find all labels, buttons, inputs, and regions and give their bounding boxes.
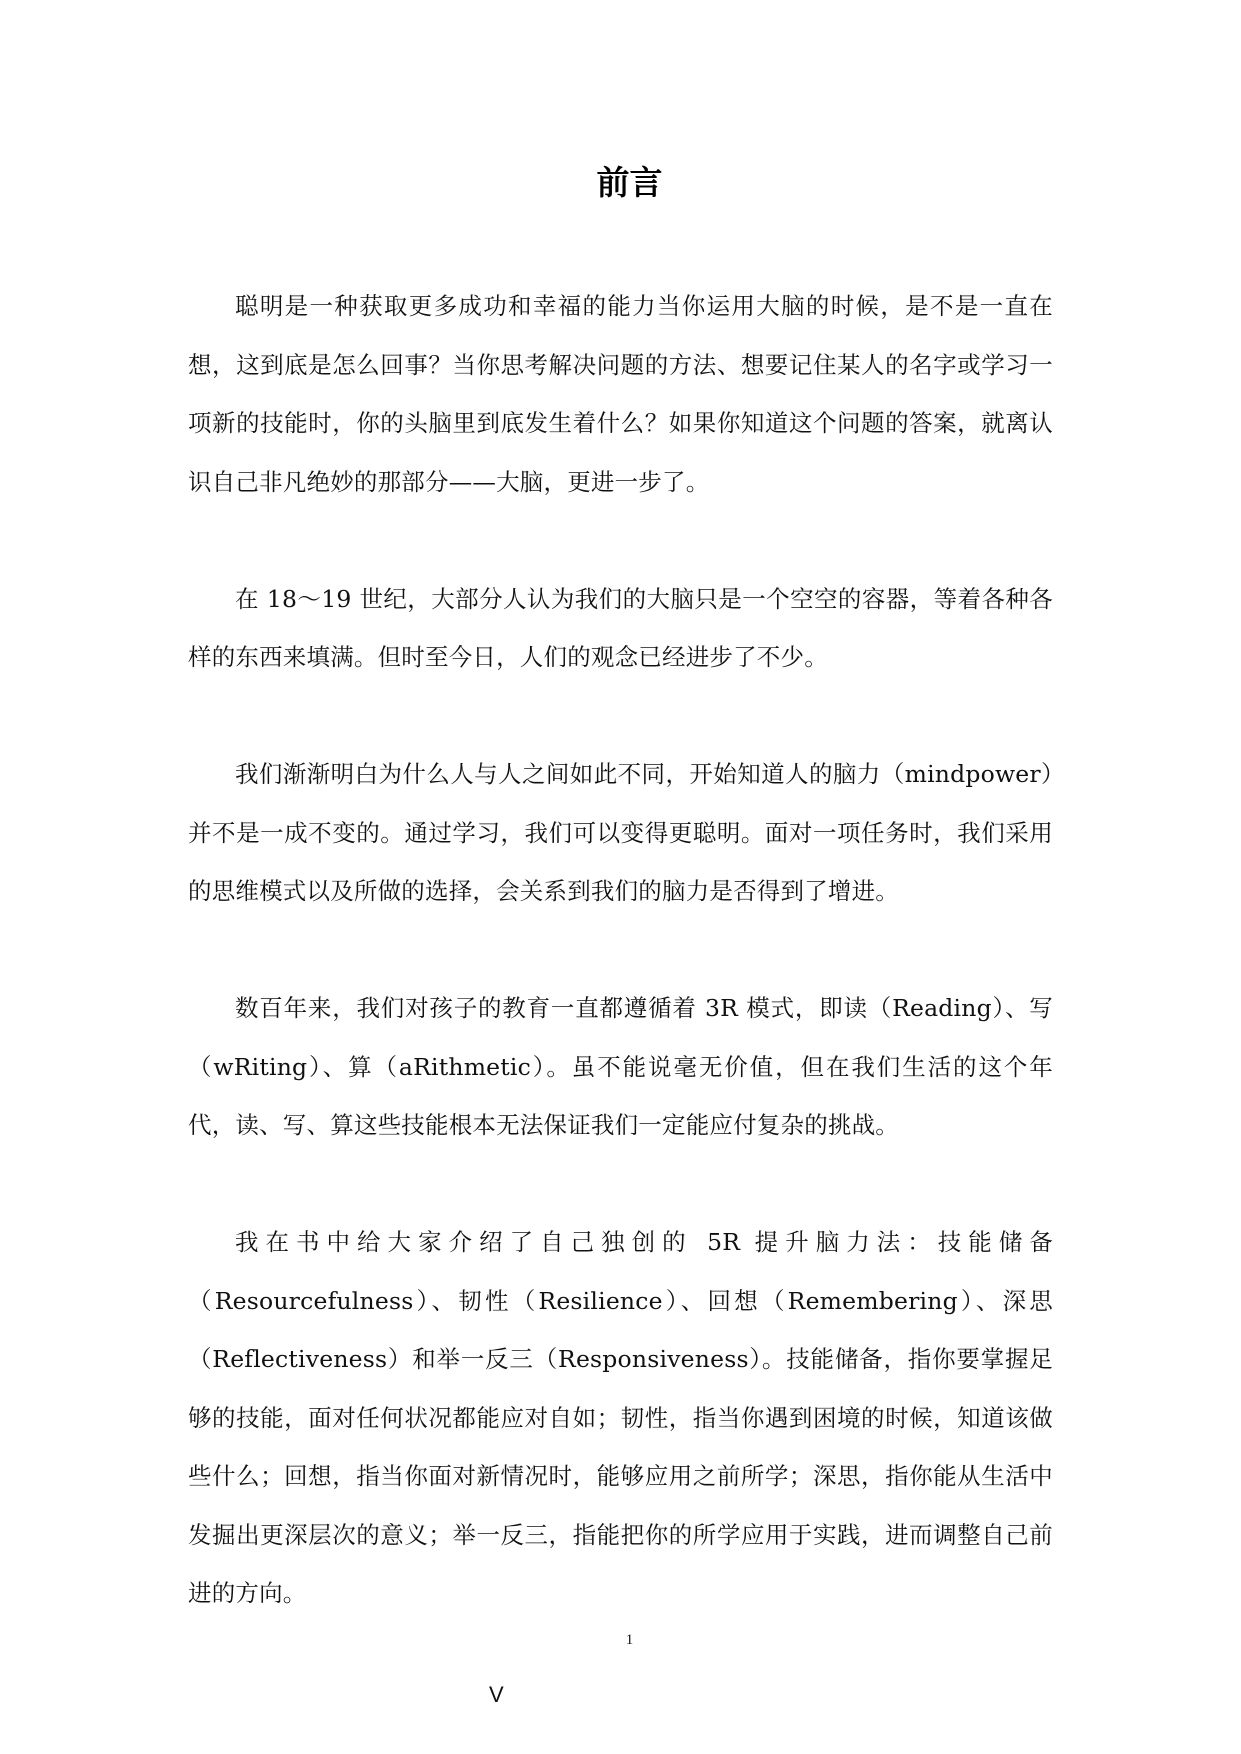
paragraph-4: 数百年来，我们对孩子的教育一直都遵循着 3R 模式，即读（Reading）、写（wRiting）、算（aRithmetic）。虽不能说毫无价值，但在我们生活的这个年代，读、写、算这些技能根本无法保证我们一定能应付复杂的挑战。 [188, 994, 1053, 1139]
page-title: 前言 [596, 163, 663, 202]
page-number: 1 [625, 1632, 634, 1648]
paragraph-3: 我们渐渐明白为什么人与人之间如此不同，开始知道人的脑力（mindpower）并不是一成不变的。通过学习，我们可以变得更聪明。面对一项任务时，我们采用的思维模式以及所做的选择，会关系到我们的脑力是否得到了增进。 [188, 760, 1053, 905]
paragraph-2: 在 18～19 世纪，大部分人认为我们的大脑只是一个空空的容器，等着各种各样的东西来填满。但时至今日，人们的观念已经进步了不少。 [188, 584, 1053, 671]
paragraph-5: 我在书中给大家介绍了自己独创的 5R 提升脑力法：技能储备（Resourcefulness）、韧性（Resilience）、回想（Remembering）、深思（Reflectiveness）和举一反三（Responsiveness）。技能储备，指你要掌握足够的技能，面对任何状况都能应对自如；韧性，指当你遇到困境的时候，知道该做些什么；回想，指当你面对新情况时，能够应用之前所学；深思，指你能从生活中发掘出更深层次的意义；举一反三，指能把你的所学应用于实践，进而调整自己前进的方向。 [188, 1228, 1053, 1607]
paragraph-1: 聪明是一种获取更多成功和幸福的能力当你运用大脑的时候，是不是一直在想，这到底是怎么回事？当你思考解决问题的方法、想要记住某人的名字或学习一项新的技能时，你的头脑里到底发生着什么？如果你知道这个问题的答案，就离认识自己非凡绝妙的那部分——大脑，更进一步了。 [188, 292, 1053, 496]
body-text [188, 277, 1053, 1623]
roman-page-number: V [489, 1682, 504, 1707]
